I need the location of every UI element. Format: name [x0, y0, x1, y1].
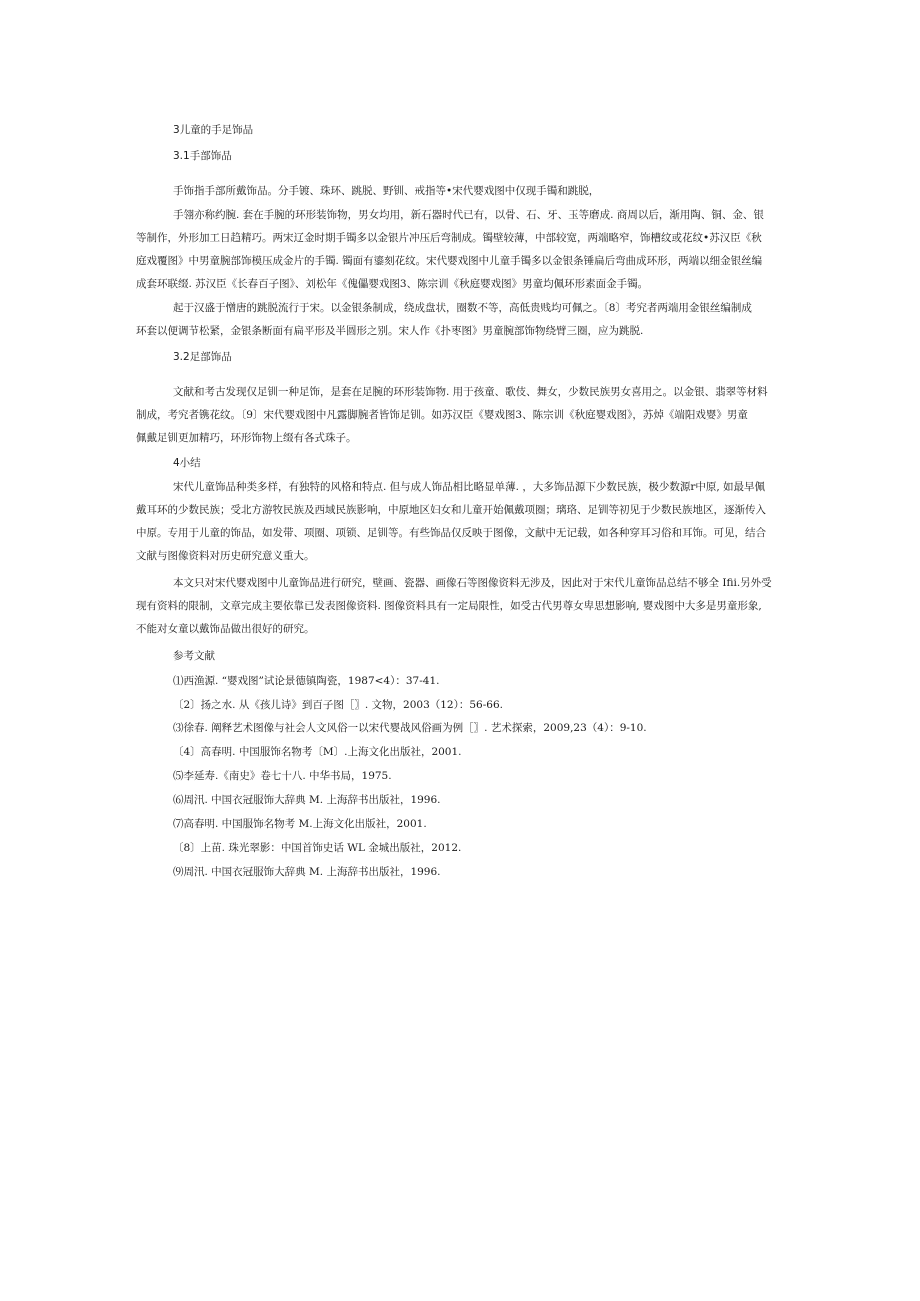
paragraph-tiaotuo	[136, 297, 752, 343]
section-4-heading: 4小结	[173, 457, 201, 469]
reference-item: ⑴西渔源. “婴戏图”试论景德镇陶瓷，1987<4）：37-41.	[173, 675, 440, 687]
reference-item: ⑸李延寿.《南史》卷七十八. 中华书局，1975.	[173, 770, 392, 782]
paragraph-line: 宋代儿童饰品种类多样，有独特的风格和特点. 但与成人饰品相比略显单薄. ，大多饰品源下少数民族，极少数源r中原, 如最早佩	[173, 481, 766, 493]
reference-item: ⑺高春明. 中国服饰名物考 M.上海文化出版社，2001.	[173, 818, 427, 830]
section-3-2-heading: 3.2足部饰品	[173, 351, 232, 363]
paragraph-line: 制成，考究者镌花纹。〔9〕宋代婴戏图中凡露脚腕者皆饰足钏。如苏汉臣《婴戏图3、陈宗训《秋庭婴戏图》，苏焯《端阳戏婴》男童	[136, 409, 748, 421]
reference-item: ⑶徐春. 阐释艺术图像与社会人文风俗一以宋代婴战风俗画为例［〗. 艺术探索，2009,23（4）：9-10.	[173, 722, 647, 734]
reference-item: ⑼周汛. 中国衣冠服饰大辞典 M. 上海辞书出版社，1996.	[173, 866, 441, 878]
paragraph-line: 手翎亦称约腕. 套在手腕的环形装饰物，男女均用，新石器时代已有，以骨、石、牙、玉等磨成. 商周以后，渐用陶、铜、金、银	[173, 209, 764, 221]
reference-item: 〔4〕高春明. 中国服饰名物考〔M〕.上海文化出版社，2001.	[173, 746, 462, 758]
reference-item: 〔2〕扬之水. 从《孩儿诗》到百子图［〗. 文物，2003（12）：56-66.	[173, 699, 503, 711]
paragraph-line: 环套以便调节松紧，金银条断面有扁平形及半圆形之别。宋人作《扑枣图》男童腕部饰物绕臂三圈，应为跳脱.	[136, 325, 644, 337]
paragraph-line: 成套环联缀. 苏汉臣《长春百子图》、刘松年《傀儡婴戏图3、陈宗训《秋庭婴戏图》男童均佩环形素面金手镯。	[136, 278, 649, 290]
references-heading: 参考文献	[173, 650, 215, 662]
paragraph-line: 戴耳环的少数民族；受北方游牧民族及西域民族影响，中原地区妇女和儿童开始佩戴项圈；璃珞、足钏等初见于少数民族地区，逐渐传入	[136, 504, 766, 516]
paragraph-hand-ornaments-intro: 手饰指手部所戴饰品。分手镀、珠环、跳脱、野钏、戒指等•宋代婴戏图中仅现手镯和跳脱，	[173, 185, 600, 197]
paragraph-line: 起于汉盛于憎唐的跳脱流行于宋。以金银条制成，绕成盘状，圈数不等，高低贵贱均可佩之。〔8〕考究者两端用金银丝编制成	[173, 302, 752, 314]
paragraph-line: 等制作，外形加工日趋精巧。两宋辽金时期手镯多以金银片冲压后弯制成。镯壁较薄，中部较宽，两端略窄，饰槽纹或花纹•苏汉臣《秋	[136, 232, 762, 244]
paragraph-line: 不能对女童以戴饰品做出很好的研究。	[136, 623, 315, 635]
paragraph-bracelets	[136, 204, 764, 296]
reference-item: 〔8〕上苗. 珠光翠影：中国首饰史话 WL 金城出版社，2012.	[173, 842, 462, 854]
paragraph-line: 文献和考古发现仅足钏一种足饰，是套在足腕的环形装饰物. 用于孩童、歌伎、舞女，少数民族男女喜用之。以金银、翡翠等材料	[173, 386, 768, 398]
paragraph-line: 本文只对宋代婴戏图中儿童饰品进行研究，壁画、瓷器、画像石等图像资料无涉及，因此对于宋代儿童饰品总结不够全 Ifii.另外受	[173, 577, 772, 589]
paragraph-line: 庭戏覆图》中男童腕部饰模压成金片的手镯. 镯面有鎏刻花纹。宋代婴戏图中儿童手镯多以金银条锤扁后弯曲成环形，两端以细金银丝编	[136, 255, 763, 267]
paragraph-line: 文献与图像资料对历史研究意义重大。	[136, 550, 315, 562]
paragraph-summary	[136, 476, 766, 568]
paragraph-line: 中原。专用于儿童的饰品，如发带、项圈、项锁、足钏等。有些饰品仅反映于图像，文献中无记载，如各种穿耳习俗和耳饰。可见，结合	[136, 527, 766, 539]
paragraph-limitations	[136, 572, 772, 641]
paragraph-foot-ornaments	[136, 381, 768, 450]
reference-item: ⑹周汛. 中国衣冠服饰大辞典 M. 上海辞书出版社，1996.	[173, 794, 441, 806]
paragraph-line: 现有资料的限制，文章完成主要依靠已发表图像资料. 图像资料具有一定局限性，如受古代男尊女卑思想影响, 婴戏图中大多是男童形象,	[136, 600, 762, 612]
paragraph-line: 佩戴足钏更加精巧，环形饰物上缀有各式珠子。	[136, 432, 357, 444]
section-3-1-heading: 3.1手部饰品	[173, 150, 232, 162]
section-3-heading: 3儿童的手足饰品	[173, 124, 254, 136]
